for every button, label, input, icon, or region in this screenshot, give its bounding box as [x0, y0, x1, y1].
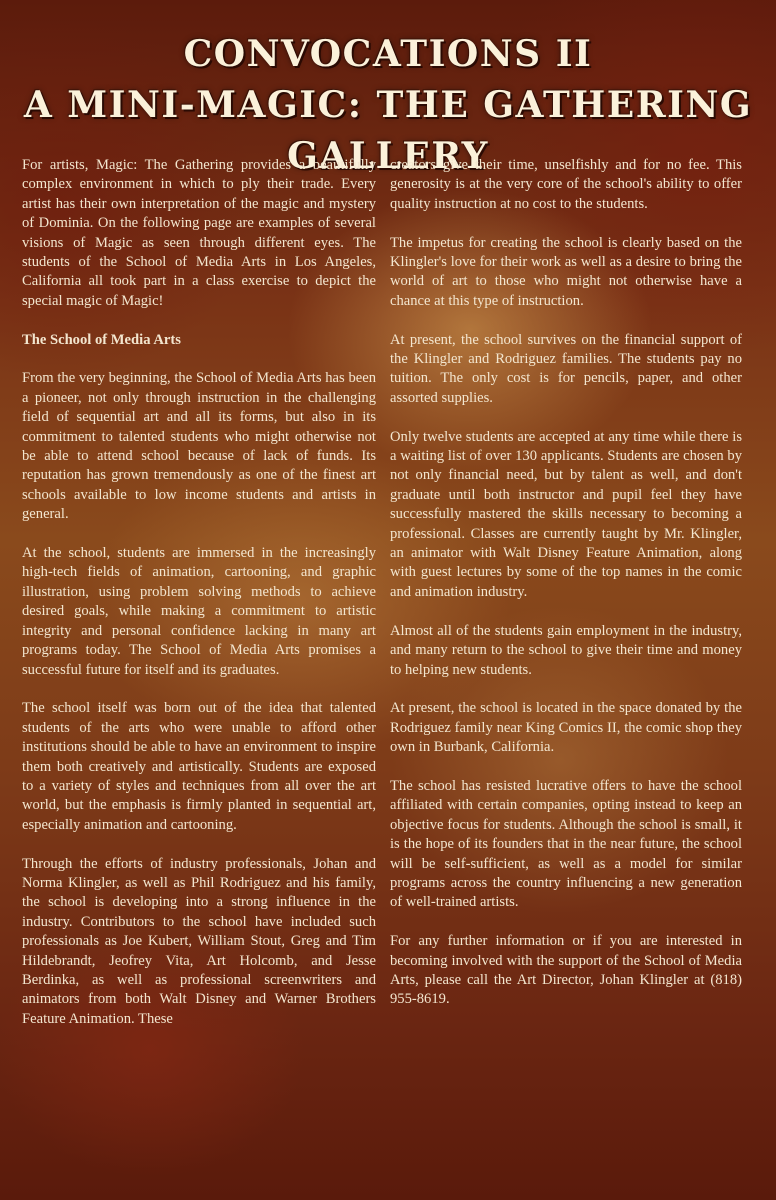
- body-paragraph: At the school, students are immersed in the increasingly high-tech fields of animation, cartooning, and graphic illustration, using problem solving methods to achieve desired goals, while making a commitment to artistic integrity and personal confidence lacking in many art programs today. The School of Media Arts promises a successful future for itself and its graduates.: [22, 545, 376, 678]
- body-paragraph: From the very beginning, the School of Media Arts has been a pioneer, not only through instruction in the challenging field of sequential art and all its forms, but also in its commitment to talented students who might otherwise not be able to attend school because of lack of funds. Its reputation has grown tremendously as one of the finest art schools available to low income students and artists in general.: [22, 370, 376, 523]
- intro-paragraph: For artists, Magic: The Gathering provides a beautifully complex environment in which to ply their trade. Every artist has their own interpretation of the magic and mystery of Dominia. On the following page are examples of several visions of Magic as seen through different eyes. The students of the School of Media Arts in Los Angeles, California all took part in a class exercise to depict the special magic of Magic!: [22, 157, 376, 309]
- body-paragraph: At present, the school is located in the space donated by the Rodriguez family near King Comics II, the comic shop they own in Burbank, California.: [390, 700, 742, 756]
- body-paragraph: creators give their time, unselfishly and for no fee. This generosity is at the very core of the school's ability to offer quality instruction at no cost to the students.: [390, 157, 742, 212]
- title-line-3: GALLERY: [287, 135, 489, 178]
- title-line-2: A MINI-MAGIC: THE GATHERING: [23, 84, 753, 127]
- left-column: [22, 156, 376, 1049]
- body-paragraph: Through the efforts of industry professionals, Johan and Norma Klingler, as well as Phil Rodriguez and his family, the school is developing into a strong influence in the industry. Contributors to the school have included such professionals as Joe Kubert, William Stout, Greg and Tim Hildebrandt, Jeofrey Vita, Art Holcomb, and Jesse Berdinka, as well as professional screenwriters and animators from both Walt Disney and Warner Brothers Feature Animation. These: [22, 855, 376, 1027]
- body-paragraph: The impetus for creating the school is clearly based on the Klingler's love for their work as well as a desire to bring the world of art to those who might not otherwise have a chance at this type of instruction.: [390, 234, 742, 309]
- body-paragraph: The school itself was born out of the idea that talented students of the arts who were unable to afford other institutions should be able to have an environment to inspire them both creatively and artistically. Students are exposed to a variety of styles and techniques from all over the art world, but the emphasis is firmly planted in sequential art, especially animation and cartooning.: [22, 700, 376, 833]
- body-paragraph: At present, the school survives on the financial support of the Klingler and Rodriguez families. The students pay no tuition. The only cost is for pencils, paper, and other assorted supplies.: [390, 331, 742, 406]
- title-line-1: CONVOCATIONS II: [183, 33, 593, 76]
- contact-paragraph: For any further information or if you are interested in becoming involved with the support of the School of Media Arts, please call the Art Director, Johan Klingler at (818) 955-8619.: [390, 933, 742, 1008]
- right-column: [390, 156, 742, 1029]
- section-heading: The School of Media Arts: [22, 331, 181, 348]
- body-paragraph: The school has resisted lucrative offers to have the school affiliated with certain companies, opting instead to keep an objective focus for students. Although the school is small, it is the hope of its founders that in the near future, the school will be self-sufficient, as well as a model for similar programs across the country influencing a new generation of well-trained artists.: [390, 777, 742, 911]
- body-paragraph: Only twelve students are accepted at any time while there is a waiting list of over 130 applicants. Students are chosen by not only financial need, but by talent as well, and don't graduate until both instructor and pupil feel they have successfully mastered the skills necessary to becoming a professional. Classes are currently taught by Mr. Klingler, an animator with Walt Disney Feature Animation, along with guest lectures by some of the top names in the comic and animation industry.: [390, 428, 742, 600]
- body-paragraph: Almost all of the students gain employment in the industry, and many return to the school to give their time and money to helping new students.: [390, 622, 742, 678]
